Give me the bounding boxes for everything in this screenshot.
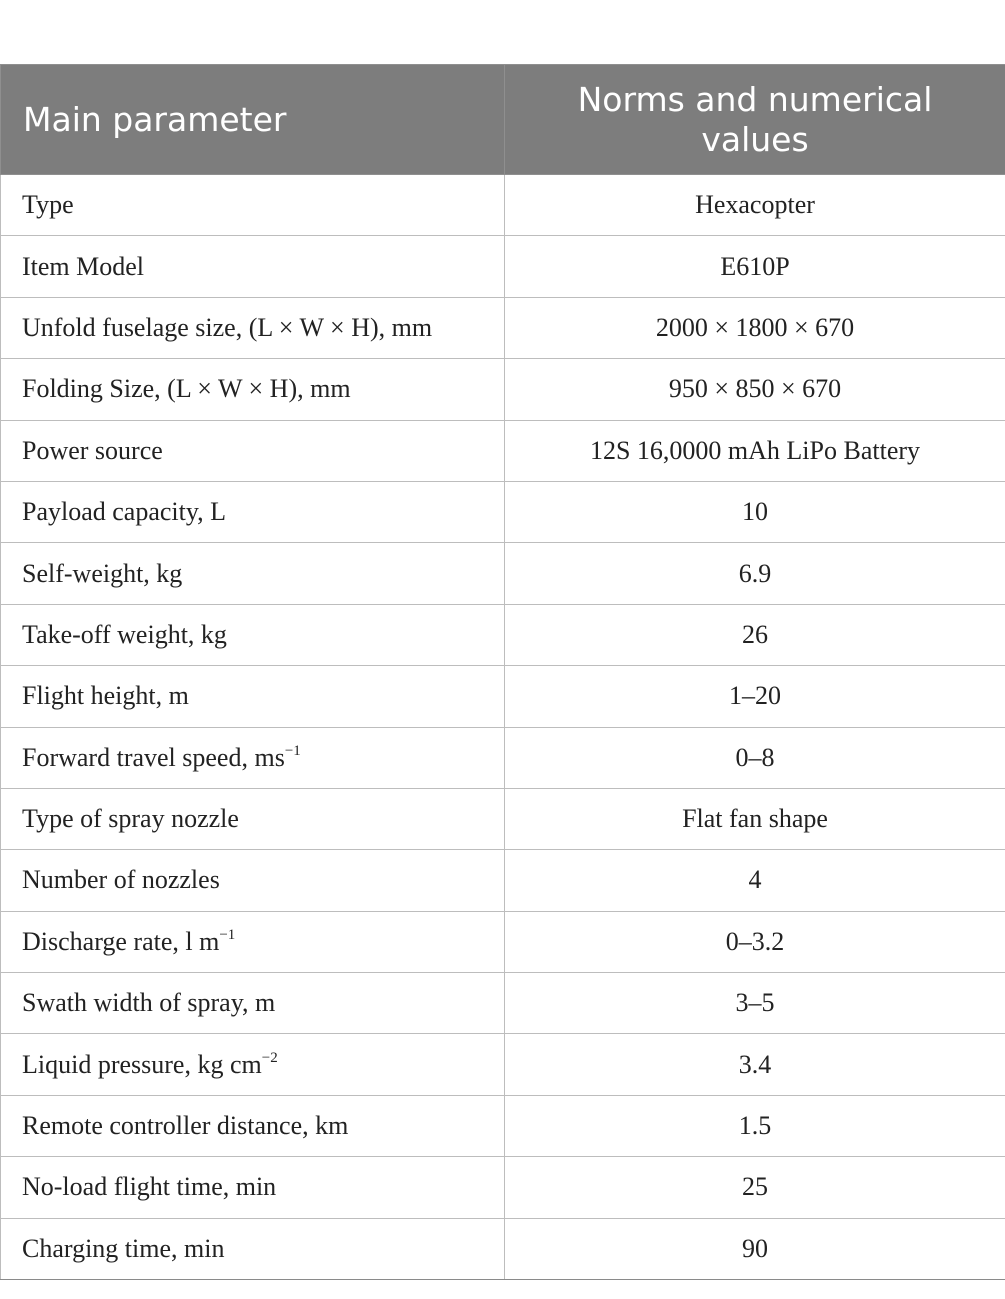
table-row (1, 420, 1005, 481)
parameter-cell (1, 788, 505, 849)
parameter-cell (1, 297, 505, 358)
value-cell: Flat fan shape (505, 788, 1005, 849)
parameter-cell (1, 175, 505, 236)
parameters-table (0, 64, 1005, 1280)
table-row (1, 481, 1005, 542)
parameter-cell (1, 1034, 505, 1095)
parameter-label: Item Model (22, 251, 145, 281)
table-row (1, 297, 1005, 358)
parameter-cell (1, 543, 505, 604)
value-cell: 90 (505, 1218, 1005, 1279)
table-row (1, 911, 1005, 972)
parameter-label: Power source (22, 435, 163, 465)
parameter-cell (1, 1157, 505, 1218)
value-cell: 950 × 850 × 670 (505, 359, 1005, 420)
parameter-label: Unfold fuselage size, (L × W × H), mm (22, 312, 433, 342)
parameter-label: Type (22, 190, 74, 220)
table-row (1, 973, 1005, 1034)
parameter-label: Discharge rate, l m (22, 926, 220, 956)
header-main-parameter: Main parameter (1, 65, 505, 175)
table-row (1, 175, 1005, 236)
table-row (1, 788, 1005, 849)
unit-superscript: −2 (261, 1049, 278, 1066)
parameter-cell (1, 973, 505, 1034)
value-cell: 26 (505, 604, 1005, 665)
value-cell: E610P (505, 236, 1005, 297)
value-cell: 2000 × 1800 × 670 (505, 297, 1005, 358)
value-cell: 3–5 (505, 973, 1005, 1034)
parameter-label: Folding Size, (L × W × H), mm (22, 374, 351, 404)
parameter-cell (1, 727, 505, 788)
value-cell: 1.5 (505, 1095, 1005, 1156)
table-row (1, 236, 1005, 297)
parameter-cell (1, 1218, 505, 1279)
parameter-label: No-load flight time, min (22, 1172, 277, 1202)
parameter-label: Swath width of spray, m (22, 988, 276, 1018)
table-row (1, 543, 1005, 604)
value-cell: 25 (505, 1157, 1005, 1218)
value-cell: Hexacopter (505, 175, 1005, 236)
value-cell: 12S 16,0000 mAh LiPo Battery (505, 420, 1005, 481)
parameter-cell (1, 420, 505, 481)
parameter-label: Liquid pressure, kg cm (22, 1049, 262, 1079)
parameter-label: Self-weight, kg (22, 558, 183, 588)
parameter-label: Payload capacity, L (22, 497, 227, 527)
table-row (1, 1034, 1005, 1095)
table-row (1, 604, 1005, 665)
unit-superscript: −1 (219, 926, 236, 943)
table-row (1, 666, 1005, 727)
value-cell: 0–3.2 (505, 911, 1005, 972)
table-row (1, 1218, 1005, 1279)
value-cell: 4 (505, 850, 1005, 911)
parameter-cell (1, 850, 505, 911)
parameter-cell (1, 604, 505, 665)
value-cell: 10 (505, 481, 1005, 542)
parameter-label: Charging time, min (22, 1233, 225, 1263)
parameter-label: Take-off weight, kg (22, 619, 227, 649)
table-row (1, 1095, 1005, 1156)
table-row (1, 359, 1005, 420)
parameter-cell (1, 359, 505, 420)
parameter-cell (1, 236, 505, 297)
table-header-row (1, 65, 1005, 175)
parameter-label: Type of spray nozzle (22, 804, 239, 834)
parameter-cell (1, 1095, 505, 1156)
header-norms-values: Norms and numerical values (505, 65, 1005, 175)
value-cell: 1–20 (505, 666, 1005, 727)
parameter-label: Forward travel speed, ms (22, 742, 285, 772)
table-row (1, 1157, 1005, 1218)
parameter-cell (1, 481, 505, 542)
value-cell: 0–8 (505, 727, 1005, 788)
parameter-label: Number of nozzles (22, 865, 220, 895)
unit-superscript: −1 (284, 742, 301, 759)
parameter-cell (1, 666, 505, 727)
value-cell: 3.4 (505, 1034, 1005, 1095)
value-cell: 6.9 (505, 543, 1005, 604)
parameter-label: Remote controller distance, km (22, 1111, 349, 1141)
table-row (1, 727, 1005, 788)
parameter-label: Flight height, m (22, 681, 189, 711)
parameter-cell (1, 911, 505, 972)
table-row (1, 850, 1005, 911)
